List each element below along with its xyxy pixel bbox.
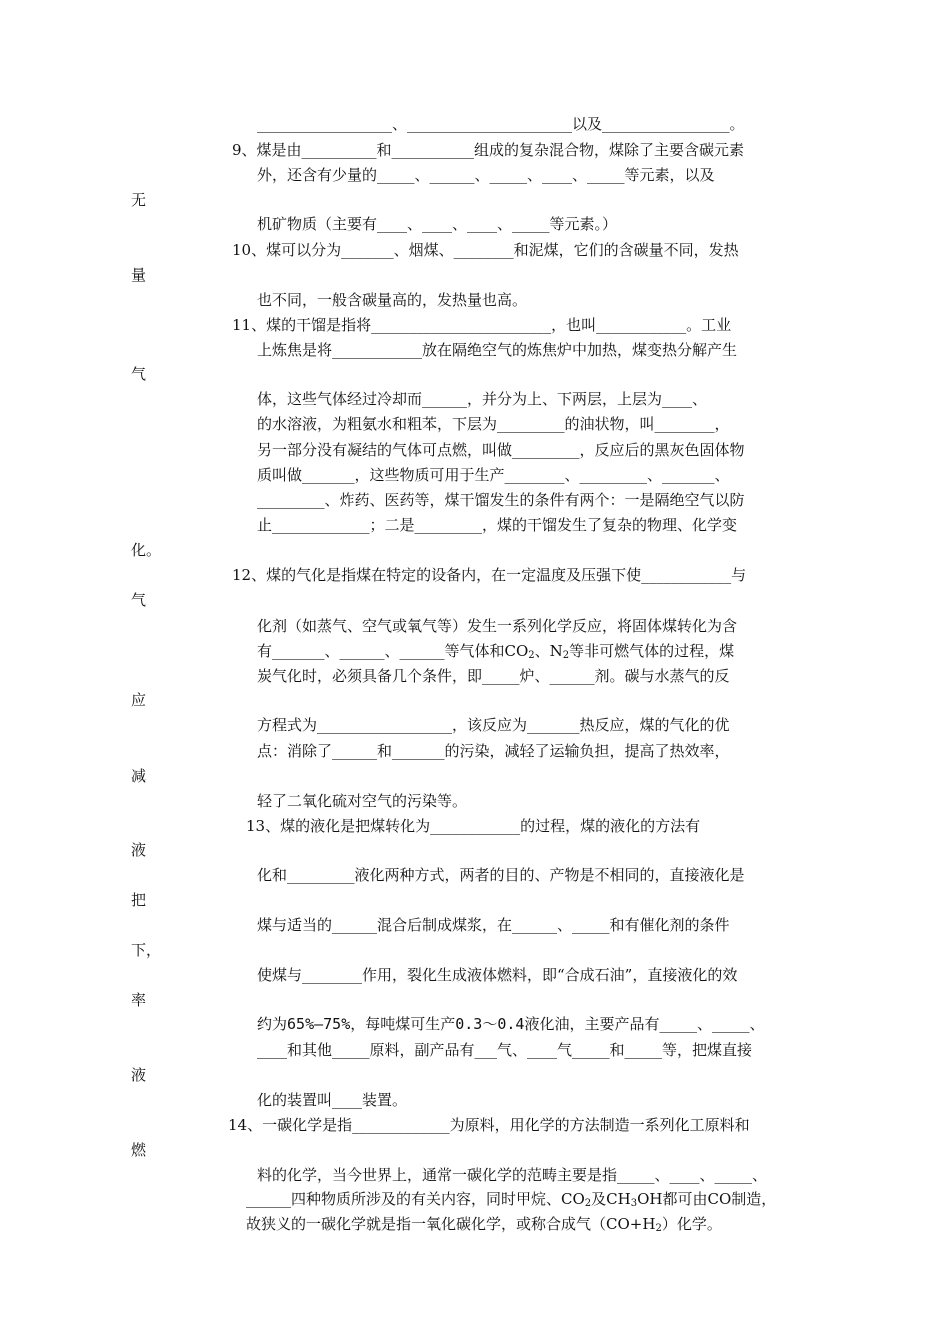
text-line: 外，还含有少量的_____、______、_____、____、_____等元素，以及 xyxy=(257,166,715,184)
margin-fragment: 把 xyxy=(131,891,147,909)
text-line: 使煤与________作用，裂化生成液体燃料，即“合成石油”，直接液化的效 xyxy=(257,966,738,984)
text-line: 炭气化时，必须具备几个条件，即_____炉、______剂。碳与水蒸气的反 xyxy=(257,667,730,685)
text-line: 机矿物质（主要有____、____、____、_____等元素。） xyxy=(257,215,618,233)
margin-fragment: 液 xyxy=(131,841,147,859)
margin-fragment: 减 xyxy=(131,767,147,785)
text-line: 11、煤的干馏是指将________________________，也叫____________。工业 xyxy=(232,316,732,334)
margin-fragment: 应 xyxy=(131,691,147,709)
margin-fragment: 液 xyxy=(131,1066,147,1084)
margin-fragment: 率 xyxy=(131,991,147,1009)
text-line: 化和_________液化两种方式，两者的目的、产物是不相同的，直接液化是 xyxy=(257,866,745,884)
text-line: 点：消除了______和_______的污染，减轻了运输负担，提高了热效率， xyxy=(257,742,730,760)
text-line: 体，这些气体经过冷却而______，并分为上、下两层，上层为____、 xyxy=(257,390,708,408)
margin-fragment: 无 xyxy=(131,191,147,209)
text-line: 12、煤的气化是指煤在特定的设备内，在一定温度及压强下使____________与 xyxy=(232,566,747,584)
text-line: _________、炸药、医药等，煤干馏发生的条件有两个：一是隔绝空气以防 xyxy=(257,491,745,509)
margin-fragment: 燃 xyxy=(131,1141,147,1159)
text-line: 也不同，一般含碳量高的，发热量也高。 xyxy=(257,291,528,309)
margin-fragment: 气 xyxy=(131,365,147,383)
text-line: ____和其他_____原料，副产品有___气、____气_____和_____等，把煤直接 xyxy=(257,1041,753,1059)
q12-line-gas-products: 有_______、______、______等气体和$CO_2$、$N_2$等非可燃气体的过程，煤 xyxy=(257,642,735,661)
text-line: 的水溶液，为粗氨水和粗苯，下层为_________的油状物，叫________， xyxy=(257,415,730,433)
text-line: 10、煤可以分为_______、烟煤、________和泥煤，它们的含碳量不同，发热 xyxy=(232,241,739,259)
text-line: 14、一碳化学是指_____________为原料，用化学的方法制造一系列化工原料和 xyxy=(228,1116,750,1134)
q13-line-efficiency: 约为65%—75%，每吨煤可生产0.3～0.4液化油，主要产品有_____、_____、 xyxy=(257,1015,765,1033)
text-line: 煤与适当的______混合后制成煤浆，在______、_____和有催化剂的条件 xyxy=(257,916,730,934)
margin-fragment: 下， xyxy=(131,941,162,959)
margin-fragment: 气 xyxy=(131,591,147,609)
text-line: 料的化学，当今世界上，通常一碳化学的范畴主要是指_____、____、_____、 xyxy=(257,1166,768,1184)
text-line: 化剂（如蒸气、空气或氧气等）发生一系列化学反应，将固体煤转化为含 xyxy=(257,617,738,635)
text-line: 13、煤的液化是把煤转化为____________的过程，煤的液化的方法有 xyxy=(246,817,701,835)
margin-fragment: 化。 xyxy=(131,541,162,559)
q14-line-substances: ______四种物质所涉及的有关内容，同时甲烷、$CO_2$及$CH_3OH$都可由CO制造， xyxy=(246,1190,777,1209)
text-line: 9、煤是由__________和___________组成的复杂混合物，煤除了主要含碳元素 xyxy=(232,141,745,159)
q14-line-narrow-definition: 故狭义的一碳化学就是指一氧化碳化学，或称合成气$(CO+H_2)$化学。 xyxy=(246,1215,722,1234)
margin-fragment: 量 xyxy=(131,266,147,284)
text-line: 轻了二氧化硫对空气的污染等。 xyxy=(257,792,468,810)
text-line: 化的装置叫____装置。 xyxy=(257,1091,408,1109)
text-line: 方程式为__________________，该反应为_______热反应，煤的气化的优 xyxy=(257,716,730,734)
text-line: 止_____________；二是_________，煤的干馏发生了复杂的物理、化学变 xyxy=(257,516,738,534)
text-line: 质叫做_______，这些物质可用于生产________、_________、_______、 xyxy=(257,466,730,484)
text-line: 另一部分没有凝结的气体可点燃，叫做_________，反应后的黑灰色固体物 xyxy=(257,441,745,459)
text-line: __________________、______________________以及_________________。 xyxy=(257,115,745,133)
text-line: 上炼焦是将____________放在隔绝空气的炼焦炉中加热，煤变热分解产生 xyxy=(257,341,738,359)
